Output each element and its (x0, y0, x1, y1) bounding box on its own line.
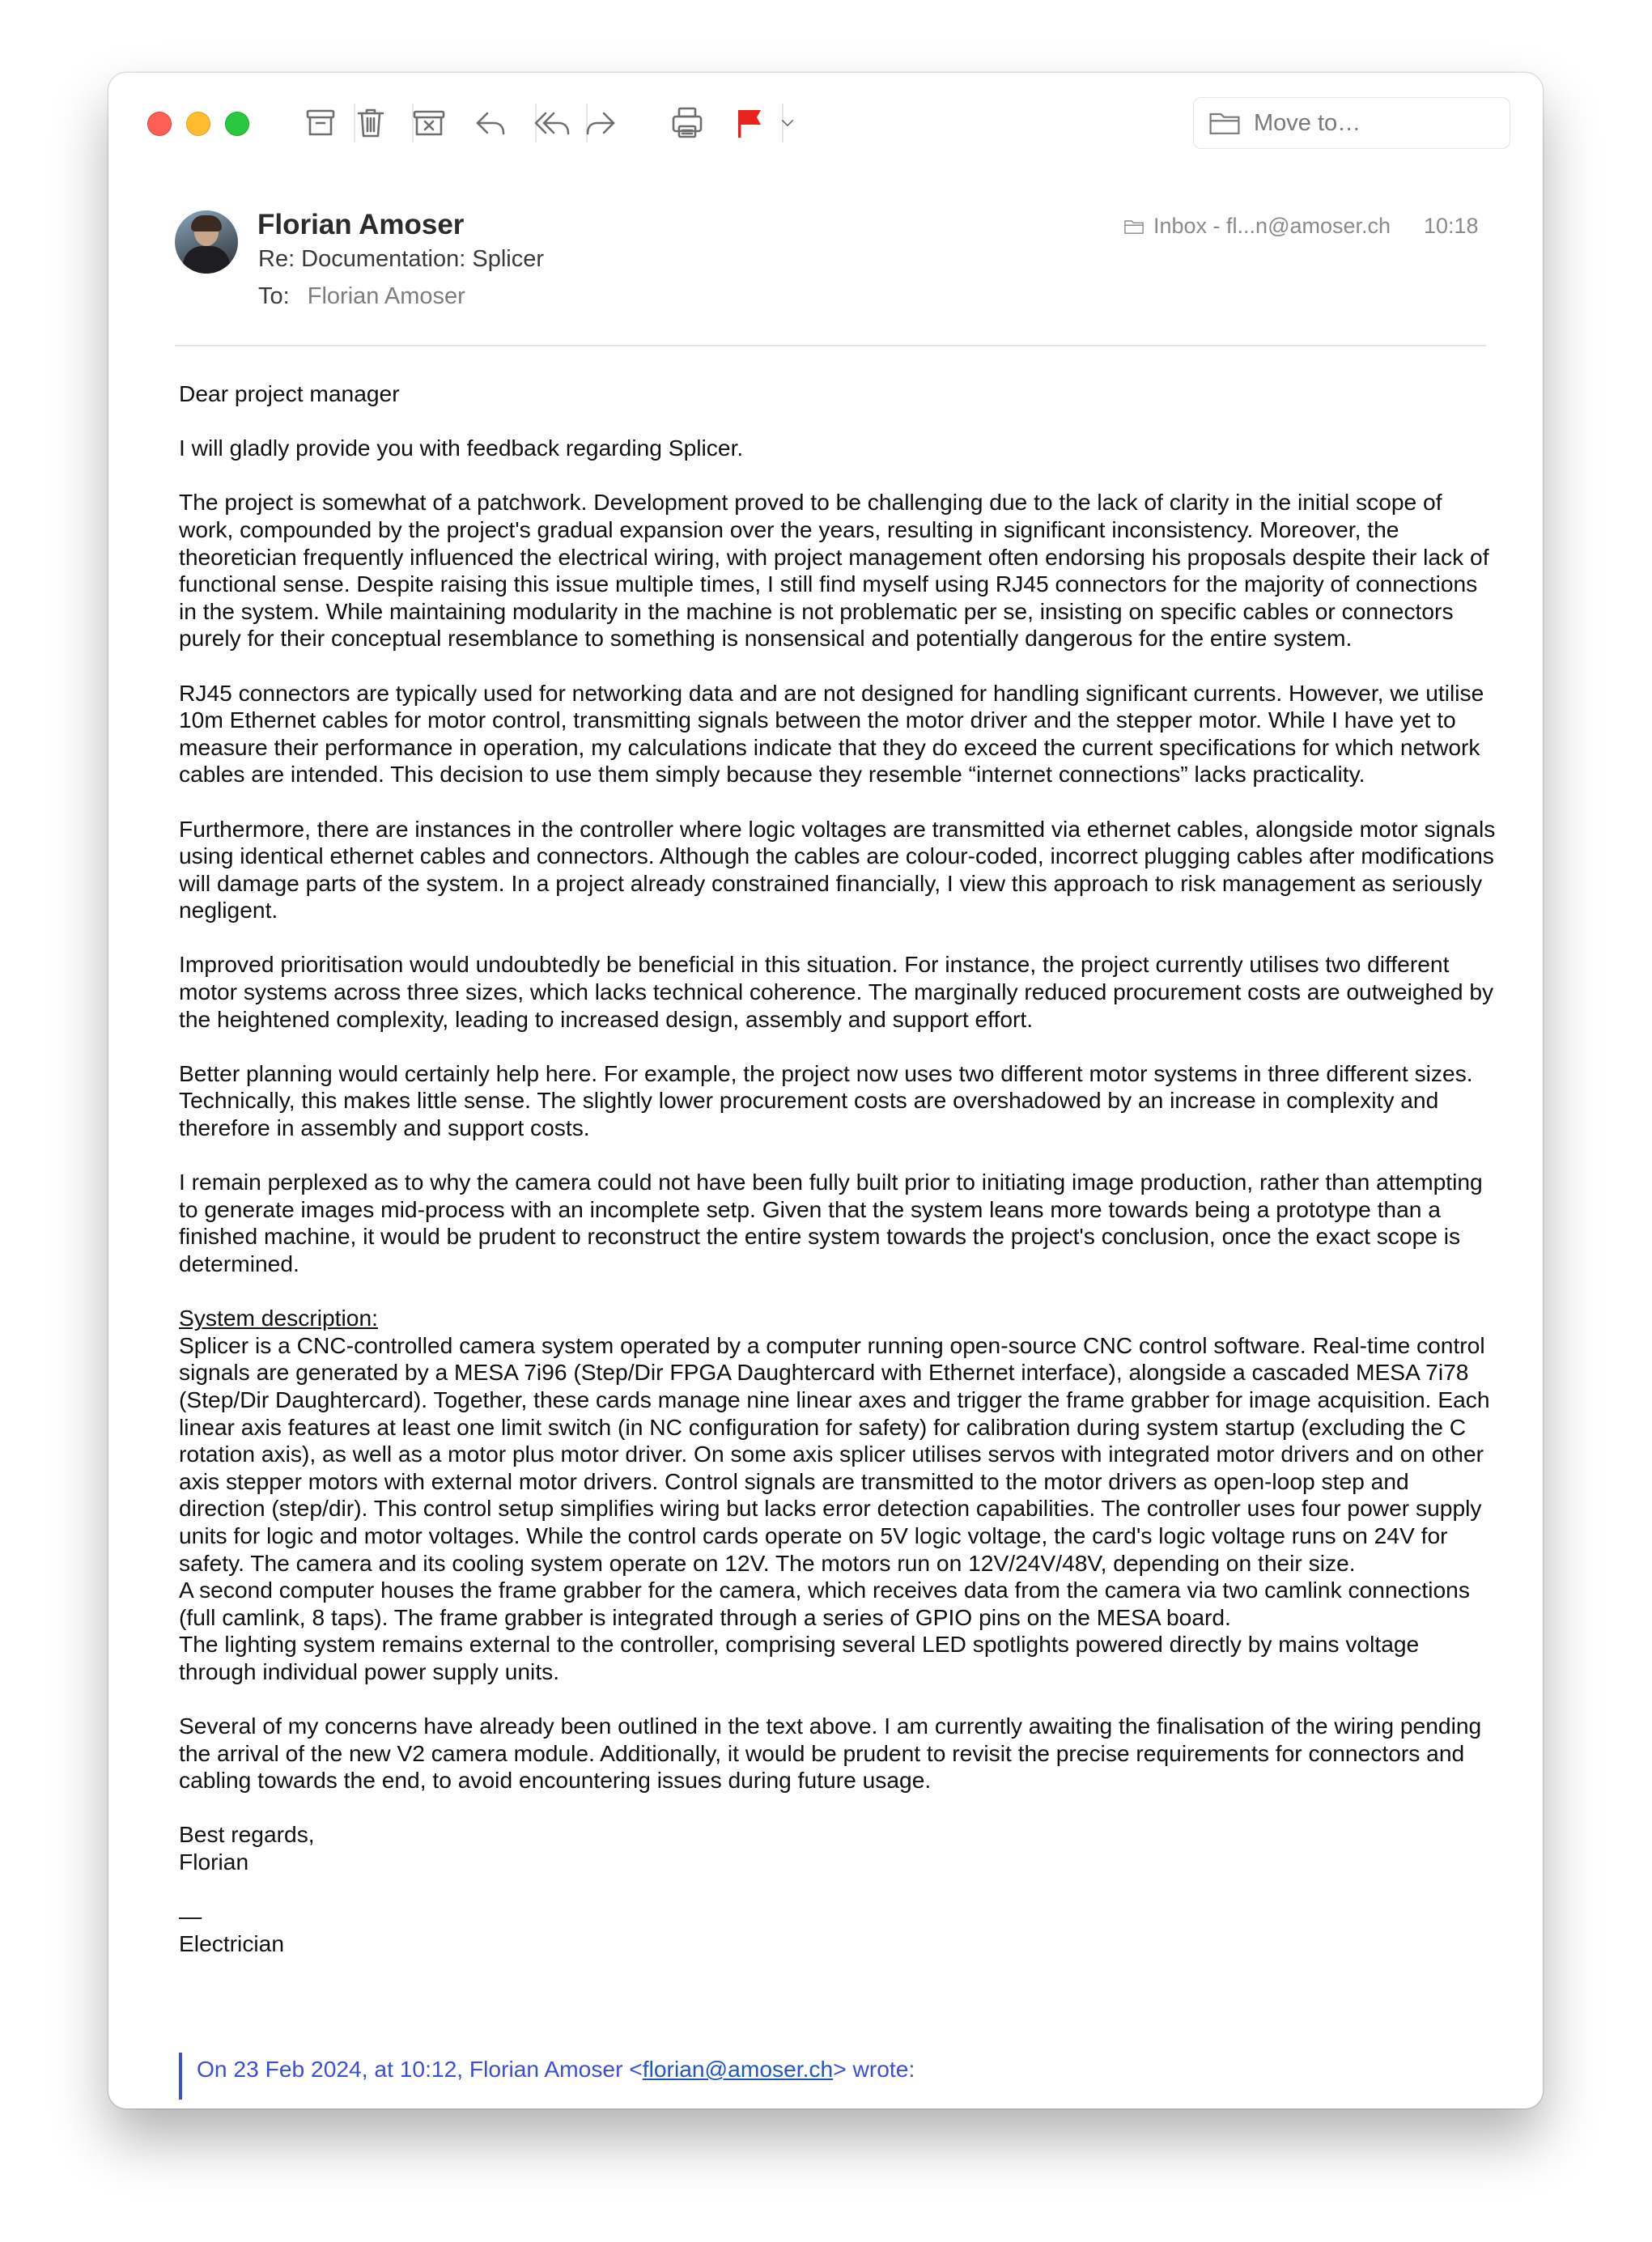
zoom-window-button[interactable] (225, 112, 249, 136)
closing: Best regards, (179, 1821, 315, 1848)
mailbox-indicator (1123, 214, 1391, 239)
system-description-text: A second computer houses the frame grabber for the camera, which receives data from the camera via two camlink connections (full camlink, 8 taps). The frame grabber is integrated through a series of GPIO pins on the MESA board. (179, 1577, 1470, 1630)
flag-icon (730, 104, 769, 142)
minimize-window-button[interactable] (186, 112, 210, 136)
chevron-down-icon (775, 111, 800, 135)
signature-name: Florian (179, 1849, 249, 1875)
body-paragraph: The project is somewhat of a patchwork. Development proved to be challenging due to the lack of clarity in the initial scope of work, compounded by the project's gradual expansion over the years, resulting in significant inconsistency. Moreover, the theoretician frequently influenced the electrical wiring, with project management often endorsing his proposals despite their lack of functional sense. Despite raising this issue multiple times, I still find myself using RJ45 connectors for the majority of connections in the system. While maintaining modularity in the machine is not problematic per se, insisting on specific cables or connectors purely for their conceptual resemblance to something is nonsensical and potentially dangerous for the entire system. (179, 489, 1489, 652)
signature-role: Electrician (179, 1930, 285, 1956)
reply-button[interactable] (462, 97, 519, 149)
junk-button[interactable] (401, 97, 457, 149)
avatar (175, 210, 238, 274)
greeting: Dear project manager (179, 380, 400, 406)
system-description-text: The lighting system remains external to the controller, comprising several LED spotlights powered directly by mains voltage through individual power supply units. (179, 1631, 1420, 1684)
forward-button[interactable] (572, 97, 629, 149)
to-label: To: (258, 283, 290, 309)
quoted-reply-header (179, 2053, 915, 2100)
body-paragraph: Furthermore, there are instances in the controller where logic voltages are transmitted via ethernet cables, alongside motor signals using identical ethernet cables and connectors. Although the cables are colour-coded, incorrect plugging cables after modifications will damage parts of the system. In a project already constrained financially, I view this approach to risk management as seriously negligent. (179, 815, 1496, 924)
body-paragraph: Improved prioritisation would undoubtedly be beneficial in this situation. For instance, the project currently utilises two different motor systems across three sizes, which lacks technical coherence. The marginally reduced procurement costs are outweighed by the heightened complexity, leading to increased design, assembly and support effort. (179, 951, 1494, 1032)
signature-dash: — (179, 1903, 202, 1930)
system-description-heading: System description: (179, 1305, 378, 1331)
message-time: 10:18 (1424, 214, 1479, 238)
signature (179, 1903, 1498, 1957)
system-description-text: Splicer is a CNC-controlled camera system operated by a computer running open-source CNC control software. Real-time control signals are generated by a MESA 7i96 (Step/Dir FPGA Daughtercard with Ethernet interface), alongside a cascaded MESA 7i78 (Step/Dir Daughtercard). Together, these cards manage nine linear axes and trigger the frame grabber for image acquisition. Each linear axis features at least one limit switch (in NC configuration for safety) for calibration during system startup (excluding the C rotation axis), as well as a motor plus motor driver. On some axis splicer utilises servos with integrated motor drivers and on other axis stepper motors with external motor drivers. Control signals are transmitted to the motor drivers as open-loop step and direction (step/dir). This control setup simplifies wiring but lacks error detection capabilities. The controller uses four power supply units for logic and motor voltages. While the control cards operate on 5V logic voltage, the card's logic voltage runs on 24V for safety. The camera and its cooling system operate on 12V. The motors run on 12V/24V/48V, depending on their size. (179, 1331, 1490, 1576)
quote-suffix: > wrote: (833, 2056, 915, 2082)
move-to-button[interactable] (1193, 97, 1510, 149)
system-description (179, 1305, 1498, 1685)
mailbox-label: Inbox - fl...n@amoser.ch (1153, 214, 1391, 238)
message-body (179, 380, 1498, 1985)
header-divider (175, 345, 1486, 346)
recipient-line (258, 283, 465, 310)
quote-prefix: On 23 Feb 2024, at 10:12, Florian Amoser < (197, 2056, 643, 2082)
sender-name[interactable]: Florian Amoser (257, 209, 465, 240)
body-paragraph: I will gladly provide you with feedback regarding Splicer. (179, 435, 744, 461)
folder-icon (1123, 215, 1145, 238)
folder-icon (1207, 105, 1242, 141)
trash-icon (351, 104, 390, 142)
message-subject: Re: Documentation: Splicer (258, 246, 544, 272)
sign-off (179, 1821, 1498, 1875)
forward-icon (581, 104, 620, 142)
quote-email-link[interactable]: florian@amoser.ch (642, 2056, 834, 2082)
body-paragraph: Several of my concerns have already been outlined in the text above. I am currently awaiting the finalisation of the wiring pending the arrival of the new V2 camera module. Additionally, it would be prudent to revisit the precise requirements for connectors and cabling towards the end, to avoid encountering issues during future usage. (179, 1713, 1482, 1794)
body-paragraph: Better planning would certainly help here. For example, the project now uses two different motor systems in three different sizes. Technically, this makes little sense. The slightly lower procurement costs are overshadowed by an increase in complexity and therefore in assembly and support costs. (179, 1059, 1473, 1141)
mail-window (108, 73, 1543, 2108)
delete-button[interactable] (342, 97, 399, 149)
print-button[interactable] (659, 97, 716, 149)
flag-menu-button[interactable] (767, 97, 808, 149)
body-paragraph: I remain perplexed as to why the camera could not have been fully built prior to initiating image production, rather than attempting to generate images mid-process with an incomplete setp. Given that the system leans more towards being a prototype than a finished machine, it would be prudent to reconstruct the entire system towards the project's conclusion, once the exact scope is determined. (179, 1169, 1483, 1276)
reply-all-icon (533, 104, 571, 142)
archive-button[interactable] (292, 97, 349, 149)
archive-icon (301, 104, 340, 142)
toolbar (108, 73, 1543, 170)
recipient-name[interactable]: Florian Amoser (307, 283, 465, 309)
junk-icon (410, 104, 448, 142)
reply-icon (471, 104, 510, 142)
close-window-button[interactable] (147, 112, 172, 136)
body-paragraph: RJ45 connectors are typically used for networking data and are not designed for handling significant currents. However, we utilise 10m Ethernet cables for motor control, transmitting signals between the motor driver and the stepper motor. While I have yet to measure their performance in operation, my calculations indicate that they do exceed the current specifications for which network cables are intended. This decision to use them simply because they resemble “internet connections” lacks practicality. (179, 679, 1484, 788)
print-icon (668, 104, 707, 142)
move-to-label: Move to… (1254, 109, 1361, 136)
